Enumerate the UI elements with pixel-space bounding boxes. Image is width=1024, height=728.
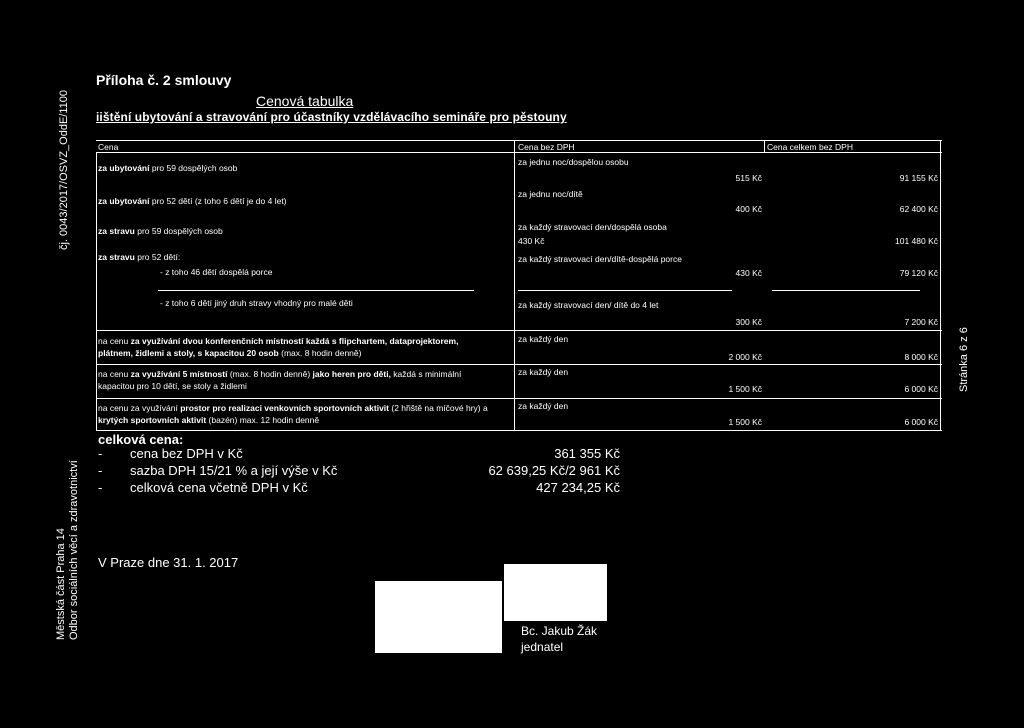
summary-dash: - [98, 463, 103, 478]
summary-value: 62 639,25 Kč/2 961 Kč [488, 463, 620, 478]
row-unit: za každý den [518, 334, 569, 344]
row-total: 62 400 Kč [899, 204, 938, 214]
row-unit: za jednu noc/dospělou osobu [518, 157, 629, 167]
row-price: 515 Kč [735, 173, 762, 183]
row-total: 101 480 Kč [894, 236, 938, 246]
row-unit: za každý stravovací den/dospělá osoba [518, 222, 667, 232]
row-total: 6 000 Kč [904, 417, 938, 427]
signature-block-right [504, 564, 607, 621]
table-row-line2: kapacitou pro 10 dětí, se stoly a židlemi [98, 381, 247, 391]
row-price: 2 000 Kč [728, 352, 762, 362]
row-price: 1 500 Kč [728, 384, 762, 394]
page-subtitle: iištění ubytování a stravování pro účastníky vzdělávacího semináře pro pěstouny [96, 110, 567, 124]
row-total: 6 000 Kč [904, 384, 938, 394]
col-header-total-no-vat: Cena celkem bez DPH [767, 142, 853, 152]
signer-name: Bc. Jakub Žák [521, 624, 598, 638]
summary-dash: - [98, 480, 103, 495]
row-subitem: - z toho 46 dětí dospělá porce [160, 267, 273, 277]
row-unit: za každý stravovací den/dítě-dospělá porce [518, 254, 682, 264]
side-org-name: Městská část Praha 14 [55, 528, 67, 640]
row-price: 1 500 Kč [728, 417, 762, 427]
table-row: na cenu za využívání 5 místností (max. 8 hodin denně) jako heren pro děti, každá s minimální [98, 369, 462, 379]
row-unit: za každý den [518, 367, 569, 377]
table-row: za ubytování pro 52 dětí (z toho 6 dětí je do 4 let) [98, 196, 287, 206]
row-total: 91 155 Kč [899, 173, 938, 183]
row-price: 400 Kč [735, 204, 762, 214]
row-price: 300 Kč [735, 317, 762, 327]
table-row: na cenu za využívání prostor pro realizaci venkovních sportovních aktivit (2 hřiště na míčové hry) a [98, 403, 488, 413]
row-total: 79 120 Kč [899, 268, 938, 278]
row-total: 8 000 Kč [904, 352, 938, 362]
summary-value: 427 234,25 Kč [536, 480, 620, 495]
row-unit: za jednu noc/dítě [518, 189, 583, 199]
side-org-department: Odbor sociálních věcí a zdravotnictví [68, 460, 80, 640]
summary-dash: - [98, 446, 103, 461]
row-subitem: - z toho 6 dětí jiný druh stravy vhodný pro malé děti [160, 298, 353, 308]
side-page-number: Stránka 6 z 6 [958, 327, 970, 392]
side-reference: čj. 0043/2017/OSVZ_OddE/1100 [58, 89, 70, 250]
summary-heading: celková cena: [98, 432, 184, 447]
table-row-line2: plátnem, židlemi a stoly, s kapacitou 20 osob (max. 8 hodin denně) [98, 348, 362, 358]
signature-block-left [375, 581, 502, 653]
row-unit-price: 430 Kč [518, 236, 545, 246]
page-title: Cenová tabulka [256, 93, 354, 109]
table-row-line2: krytých sportovních aktivit (bazén) max. 12 hodin denně [98, 415, 320, 425]
col-header-price: Cena [98, 142, 119, 152]
table-row: za stravu pro 59 dospělých osob [98, 226, 223, 236]
row-unit: za každý stravovací den/ dítě do 4 let [518, 300, 659, 310]
row-total: 7 200 Kč [904, 317, 938, 327]
summary-label: cena bez DPH v Kč [130, 446, 243, 461]
signer-role: jednatel [521, 640, 564, 654]
table-row: za ubytování pro 59 dospělých osob [98, 163, 238, 173]
place-date: V Praze dne 31. 1. 2017 [98, 555, 239, 570]
summary-label: sazba DPH 15/21 % a její výše v Kč [130, 463, 338, 478]
col-header-price-no-vat: Cena bez DPH [518, 142, 575, 152]
row-unit: za každý den [518, 401, 569, 411]
summary-value: 361 355 Kč [554, 446, 620, 461]
row-price: 430 Kč [735, 268, 762, 278]
table-row: za stravu pro 52 dětí: [98, 252, 181, 262]
summary-label: celková cena včetně DPH v Kč [130, 480, 308, 495]
table-row: na cenu za využívání dvou konferenčních místností každá s flipchartem, dataprojektorem, [98, 336, 459, 346]
annex-title: Příloha č. 2 smlouvy [96, 72, 232, 88]
